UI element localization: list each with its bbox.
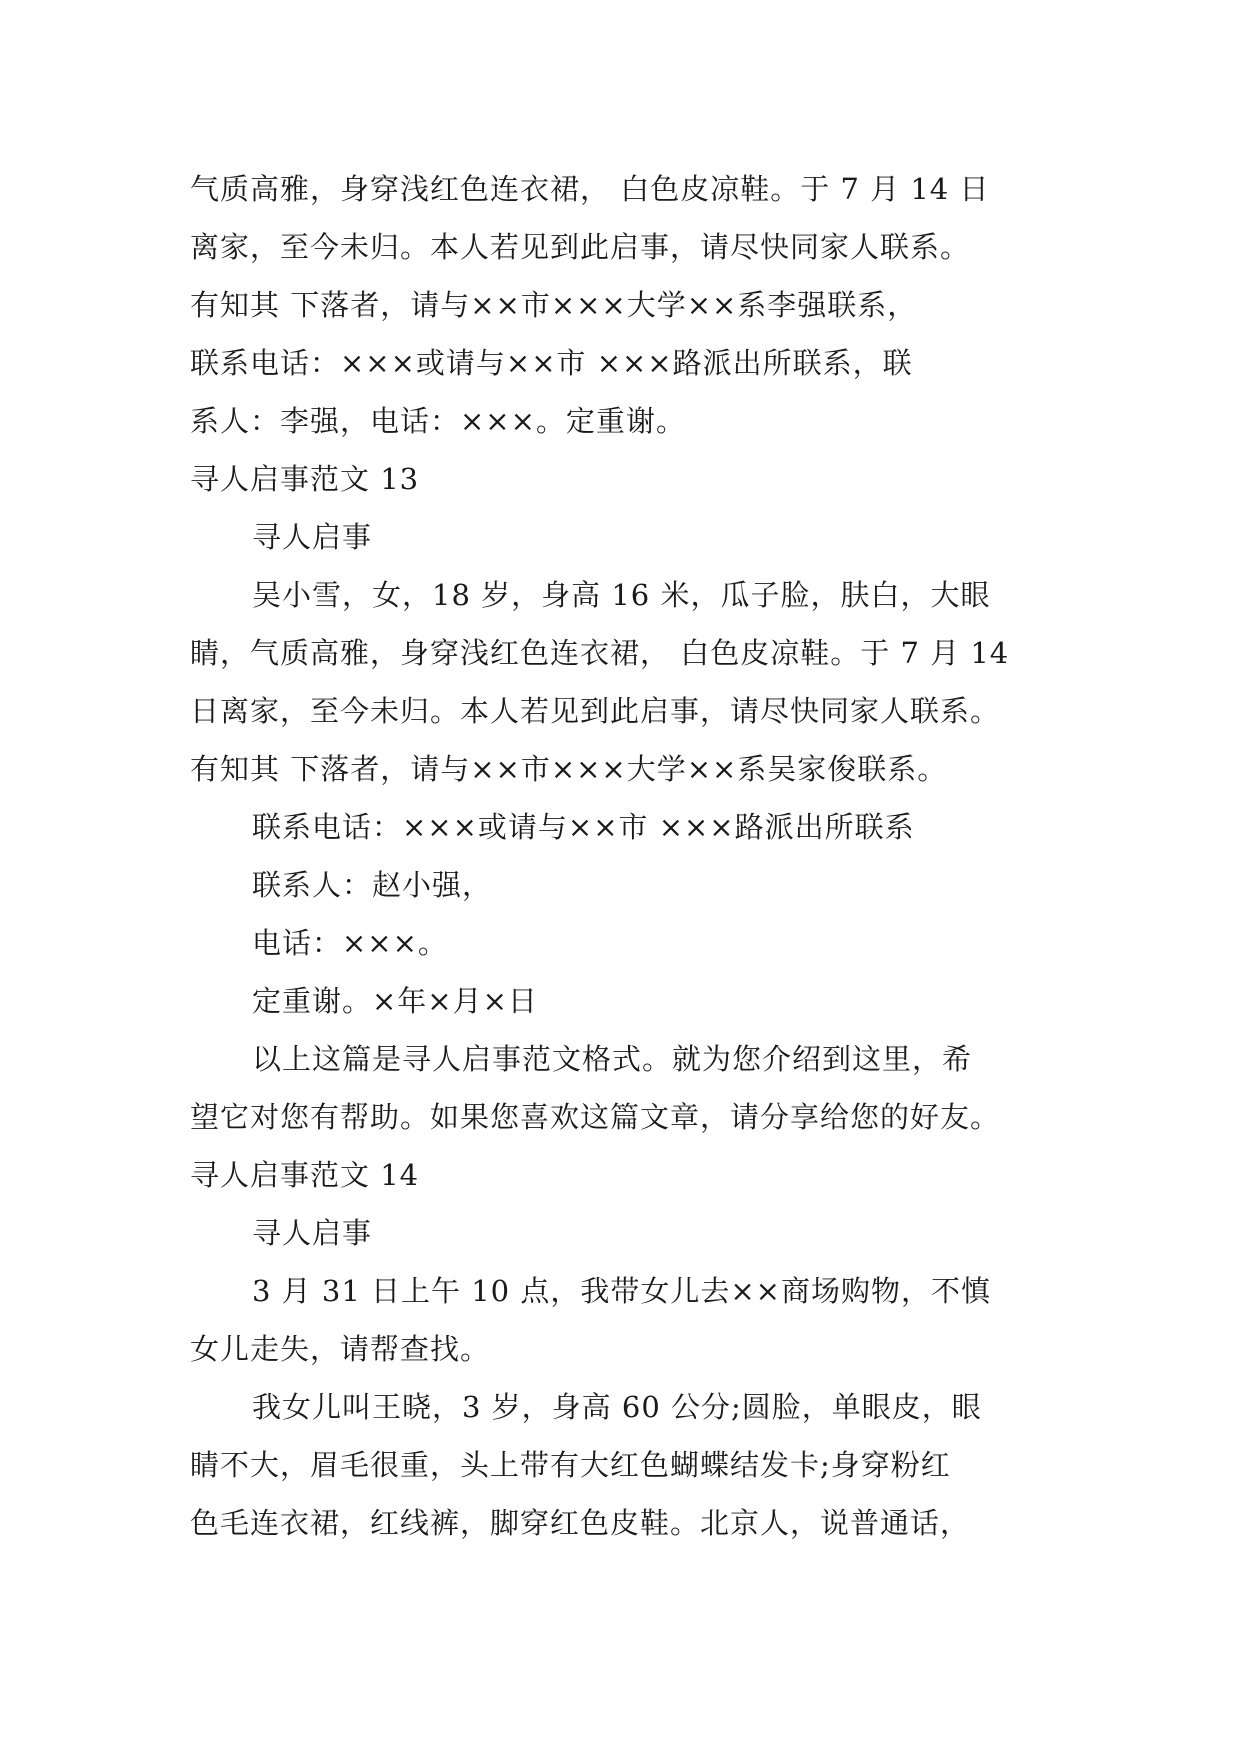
paragraph-line: 睛，气质高雅，身穿浅红色连衣裙， 白色皮凉鞋。于 7 月 14 — [190, 636, 1010, 670]
paragraph-line: 系人：李强，电话：×××。定重谢。 — [190, 404, 686, 438]
notice-title: 寻人启事 — [252, 520, 373, 554]
paragraph-line: 有知其 下落者，请与××市×××大学××系李强联系， — [190, 288, 918, 322]
paragraph-line: 离家，至今未归。本人若见到此启事，请尽快同家人联系。 — [190, 230, 971, 264]
paragraph-line: 电话：×××。 — [252, 926, 448, 960]
paragraph-line: 女儿走失，请帮查找。 — [190, 1332, 491, 1366]
paragraph-line: 定重谢。×年×月×日 — [252, 984, 538, 1018]
section-heading: 寻人启事范文 14 — [190, 1158, 420, 1192]
paragraph-line: 吴小雪，女，18 岁，身高 16 米，瓜子脸，肤白，大眼 — [252, 578, 991, 612]
section-heading: 寻人启事范文 13 — [190, 462, 420, 496]
document-body — [190, 160, 1060, 1552]
paragraph-line: 3 月 31 日上午 10 点，我带女儿去××商场购物，不慎 — [252, 1274, 991, 1308]
paragraph-line: 我女儿叫王晓，3 岁，身高 60 公分;圆脸，单眼皮，眼 — [252, 1390, 982, 1424]
notice-title: 寻人启事 — [252, 1216, 373, 1250]
paragraph-line: 日离家，至今未归。本人若见到此启事，请尽快同家人联系。 — [190, 694, 1001, 728]
paragraph-line: 睛不大，眉毛很重，头上带有大红色蝴蝶结发卡;身穿粉红 — [190, 1448, 951, 1482]
paragraph-line: 气质高雅，身穿浅红色连衣裙， 白色皮凉鞋。于 7 月 14 日 — [190, 172, 990, 206]
paragraph-line: 联系人：赵小强， — [252, 868, 493, 902]
paragraph-line: 有知其 下落者，请与××市×××大学××系吴家俊联系。 — [190, 752, 948, 786]
paragraph-line: 联系电话：×××或请与××市 ×××路派出所联系，联 — [190, 346, 913, 380]
paragraph-line: 望它对您有帮助。如果您喜欢这篇文章，请分享给您的好友。 — [190, 1100, 1001, 1134]
paragraph-line: 联系电话：×××或请与××市 ×××路派出所联系 — [252, 810, 915, 844]
paragraph-line: 以上这篇是寻人启事范文格式。就为您介绍到这里，希 — [252, 1042, 973, 1076]
paragraph-line: 色毛连衣裙，红线裤，脚穿红色皮鞋。北京人，说普通话， — [190, 1506, 971, 1540]
